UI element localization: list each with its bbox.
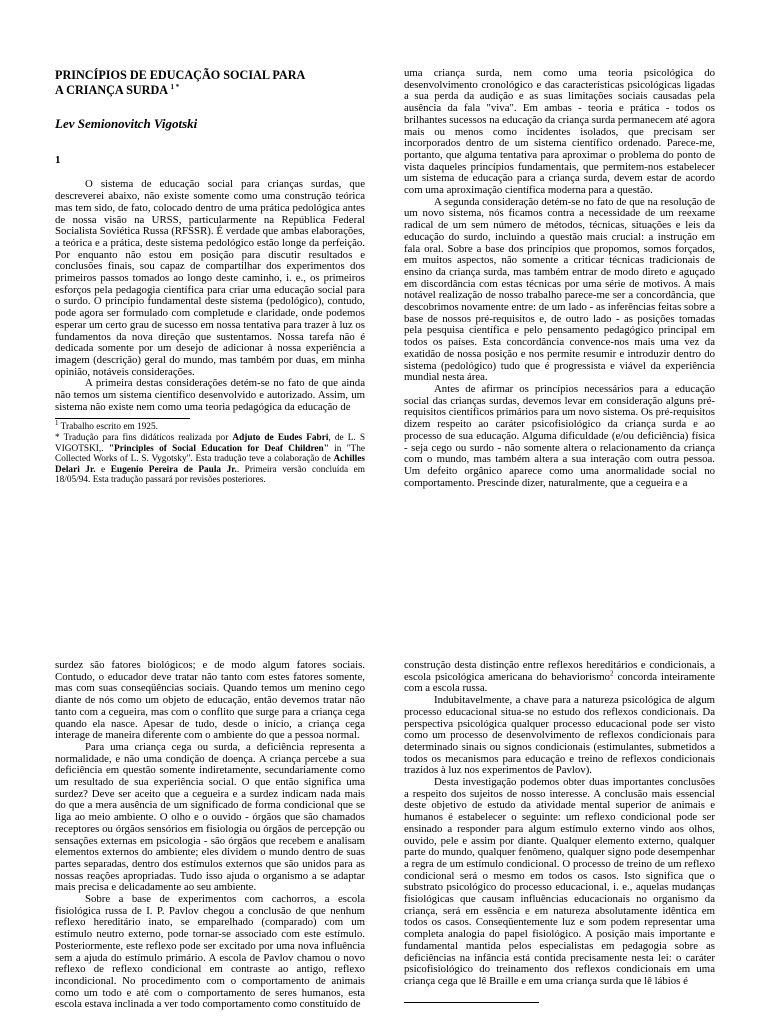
paragraph: Sobre a base de experimentos com cachorros, a escola fisiológica russa de I. P. Pavlov chegou a conclusão de que nenhum reflexo hereditário inato, se emparelhado (comparado) com um estímulo neutro externo, pode tornar-se associado com este estímulo. Posteriormente, este reflexo pode ser excitado por uma nova influência sem a ajuda do estímulo primário. A escola de Pavlov chamou o novo reflexo de reflexo condicional em contraste ao antigo, reflexo incondicional. No procedimento com o comportamento de animais como um todo e até com o comportamento de seres humanos, esta escola estava inclinada a ver todo comportamento como constituído de xyxy=(55,893,365,1011)
paragraph: surdez são fatores biológicos; e de modo algum fatores sociais. Contudo, o educador deve tratar não tanto com estes fatores somente, mas com suas conseqüências sociais. Quando temos um menino cego diante de nós como um objeto de educação, então devemos tratar não tanto com a cegueira, mas com o conflito que surge para a criança cega quando ela nasce. Apesar de tudo, desde o início, a criança cega interage de maneira diferente com o ambiente do que a pessoa normal. xyxy=(55,659,365,742)
page2-left-column xyxy=(55,660,365,1011)
paragraph: Indubitavelmente, a chave para a natureza psicológica de algum processo educacional situa-se no estudo dos reflexos condicionais. Da perspectiva psicológica qualquer processo educacional pode ser visto como um processo de desenvolvimento de reflexos condicionais para determinado sinais ou signos condicionais (estimulantes, submetidos a todos os mecanismos para educação e treino de reflexos condicionais trazidos à luz nos experimentos de Pavlov). xyxy=(404,694,715,777)
footnote-ref-2: 2 xyxy=(610,669,614,678)
footnote-1: $^1$ Trabalho escrito em 1925. xyxy=(55,419,158,433)
page1-right-column xyxy=(404,68,715,489)
footnote-divider xyxy=(55,418,190,419)
paragraph: Para uma criança cega ou surda, a deficiência representa a normalidade, e não uma condição de doença. A criança percebe a sua deficiência em questão somente indiretamente, secundariamente como um resultado de sua experiência social. O que então significa uma surdez? Deve ser aceito que a cegueira e a surdez indicam nada mais do que a mera ausência de um significado de forma condicional que se liga ao meio ambiente. O olho e o ouvido - órgãos que são chamados receptores ou órgãos sensórios em fisiologia ou órgãos de percepção ou sensações externas em psicologia - são órgãos que recebem e analisam elementos externos do ambiente; eles dividem o mundo dentro de suas partes separadas, dentro dos estímulos externos que são unidos para as nossas reações apropriadas. Tudo isso ajuda o organismo a se adaptar mais precisa e delicadamente ao seu ambiente. xyxy=(55,740,365,894)
page2-right-column xyxy=(404,660,715,1003)
paragraph: Antes de afirmar os princípios necessários para a educação social das crianças surdas, devemos levar em consideração alguns pré-requisitos científicos primários para um novo sistema. Os pré-requisitos dizem respeito ao caráter psicofisiológico da criança surda e ao processo de sua educação. Alguma dificuldade (e/ou deficiência) física - seja cego ou surdo - não somente altera o relacionamento da criança com o mundo, mas também altera a sua interação com outra pessoa. Um defeito orgânico aparece como uma anormalidade social no comportamento. Prescinde dizer, naturalmente, que a cegueira e a xyxy=(404,382,715,489)
paragraph: A segunda consideração detém-se no fato de que na resolução de um novo sistema, nós ficamos contra a necessidade de um reexame radical de um sem número de métodos, técnicas, situações e leis da educação do surdo, incluindo a questão mais crucial: a instrução em fala oral. Sobre a base dos princípios que propomos, somos forçados, em muitos aspectos, não somente a criticar técnicas tradicionais de ensino da criança surda, mas também entrar de modo direto e aguçado em discordância com estas técnicas por uma série de motivos. A mais notável realização de nosso trabalho parece-me ser a concordância, que descobrimos novamente entre: de um lado - as inferências feitas sobre a base de nossos pré-requisitos e, de outro lado - as posições tomadas pela pesquisa científica e pelo pensamento pedagógico principal em todos os países. Esta concordância convence-nos mais uma vez da exatidão de nossa posição e nos permite resumir e introduzir dentro do sistema (pedológico) tudo que é progressista e viável da experiência mundial nesta área. xyxy=(404,195,715,384)
paragraph: Desta investigação podemos obter duas importantes conclusões a respeito dos sujeitos de nosso interesse. A conclusão mais essencial deste objetivo de estudo da atividade mental superior de animais e humanos é estabelecer o seguinte: um reflexo condicional pode ser ensinado a responder para algum estímulo externo vindo aos olhos, ouvido, pele e assim por diante. Qualquer elemento externo, qualquer parte do mundo, qualquer fenômeno, qualquer signo pode desempenhar a regra de um estímulo condicional. O processo de treino de um reflexo condicional será o mesmo em todos os casos. Isto significa que o substrato psicológico do processo educacional, i. e., aquelas mudanças fisiológicas que causam influências educacionais no organismo da criança, será em essência e em natureza absolutamente idêntica em todos os casos. Conseqüentemente luz e som podem representar uma completa analogia do papel fisiológico. A posição mais importante e fundamental mantida pelos especialistas em pedagogia sobre as deficiências na infância está contida precisamente nesta lei: o caráter psicofisiológico do treinamento dos reflexos condicionais em uma criança cega que lê Braille e em uma criança surda que lê lábios é xyxy=(404,776,715,987)
paper-title-line1: PRINCÍPIOS DE EDUCAÇÃO SOCIAL PARA xyxy=(55,68,306,82)
paper-title-line2: A CRIANÇA SURDA $^{1 *}$ xyxy=(55,82,180,97)
page1-left-column xyxy=(55,68,365,486)
footnote-divider xyxy=(404,1002,539,1003)
title-footnote-marks: 1 * xyxy=(170,82,180,91)
paragraph: O sistema de educação social para crianças surdas, que descreverei abaixo, não existe somente como uma construção teórica mas tem sido, de fato, colocado dentro de uma prática pedológica antes de nossa visão na URSS, particularmente na República Federal Socialista Soviética Russa (RFSSR). É verdade que ambas elaborações, a teórica e a prática, deste sistema pedológico estão longe da perfeição. Por enquanto não estou em posição para discutir resultados e conclusões finais, sou capaz de compartilhar dos experimentos dos primeiros passos tomados ao longo deste caminho, i. e., os primeiros esforços pela pedagogia científica para criar uma educação social para o surdo. O princípio fundamental deste sistema (pedológico), contudo, pode agora ser formulado com completude e claridade, onde podemos esperar um certo grau de sucesso em nossa tentativa para trazer à luz os fundamentos da nova direção que sustentamos. Nossa tarefa não é dedicada somente por um desejo de adicionar à nossa experiência a imagem (descrição) geral do mundo, mas também por duas, em minha opinião, notáveis considerações. xyxy=(55,178,365,378)
paragraph: construção desta distinção entre reflexos hereditários e condicionais, a escola psicológica americana do behaviorismo$^2$ concorda inteiramente com a escola russa. xyxy=(404,659,715,695)
author-name: Lev Semionovitch Vigotski xyxy=(55,116,198,131)
paragraph: A primeira destas considerações detém-se no fato de que ainda não temos um sistema científico desenvolvido e autorizado. Assim, um sistema não existe nem como uma teoria pedagógica da educação de xyxy=(55,377,365,413)
footnote-2: * Tradução para fins didáticos realizada por Adjuto de Eudes Fabri, de L. S VIGOTSKI,. "Principles of Social Education for Deaf Children" in "The Collected Works of L. S. Vygotsky". Esta tradução teve a colaboração de Achilles Delari Jr. e Eugenio Pereira de Paula Jr.. Primeira versão concluída em 18/05/94. Esta tradução passará por revisões posteriores. xyxy=(55,433,366,486)
paragraph: uma criança surda, nem como uma teoria psicológica do desenvolvimento cronológico e das características psicológicas ligadas a sua perda da audição e as suas limitações sociais causadas pela ausência da fala "viva". Em ambas - teoria e prática - todos os brilhantes sucessos na educação da criança surda permanecem até agora mais ou menos como incidentes isolados, que precisam ser incorporados dentro de um sistema científico ordenado. Parece-me, portanto, que alguma tentativa para aproximar o problema do ponto de vista daqueles princípios fundamentais, que permitem-nos estabelecer um sistema de educação para a criança surda, devem estar de acordo com uma aproximação científica moderna para a questão. xyxy=(404,67,715,197)
section-number: 1 xyxy=(55,153,61,166)
